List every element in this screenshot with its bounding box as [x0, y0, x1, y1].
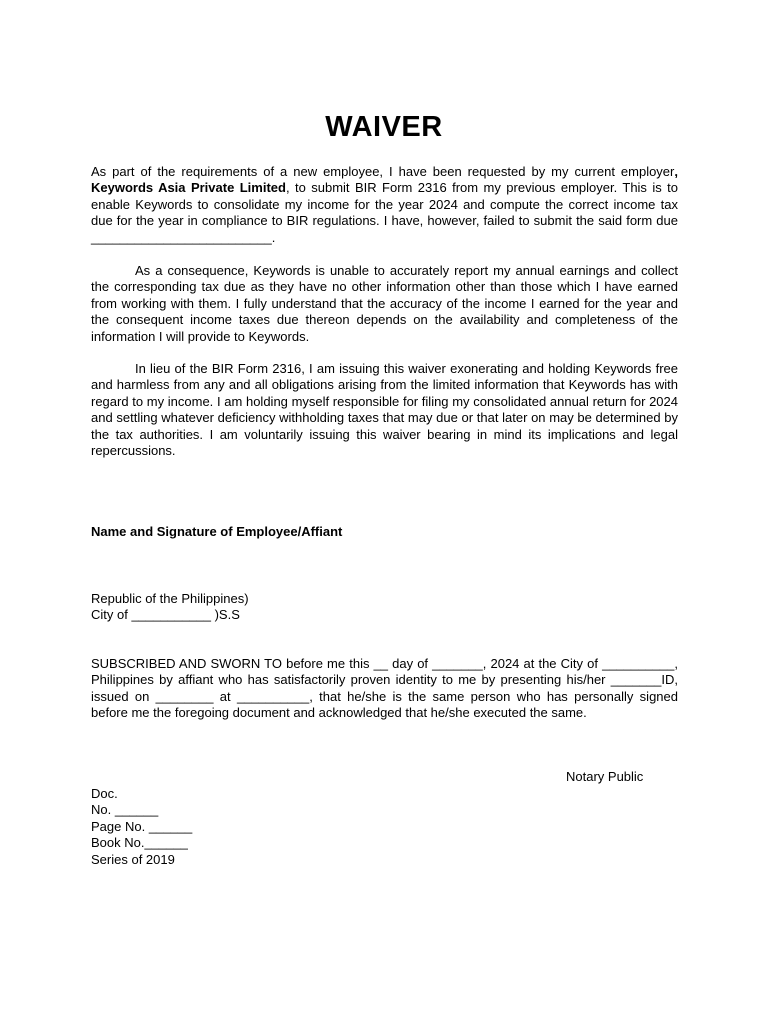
intro-text: As part of the requirements of a new employee, I have been requested by my current employer	[91, 164, 675, 179]
series-year: Series of 2019	[91, 852, 175, 867]
jurat-paragraph: SUBSCRIBED AND SWORN TO before me this __ day of _______, 2024 at the City of __________, Philippines by affiant who has satisfactorily proven identity to me by presenting his/her _______ID, issued on ________ at __________, that he/she is the same person who has personally signed before me the foregoing document and acknowledged that he/she executed the same.	[91, 656, 678, 721]
intro-comma: ,	[674, 164, 678, 179]
company-name: Keywords Asia Private Limited	[91, 180, 286, 196]
book-number: Book No.______	[91, 835, 188, 850]
paragraph-waiver: In lieu of the BIR Form 2316, I am issuing this waiver exonerating and holding Keywords free and harmless from any and all obligations arising from the limited information that Keywords has with regard to my income. I am holding myself responsible for filing my consolidated annual return for 2024 and settling whatever deficiency withholding taxes that may due or that later on may be determined by the tax authorities. I am voluntarily issuing this waiver bearing in mind its implications and legal repercussions.	[91, 361, 678, 459]
paragraph-consequence: As a consequence, Keywords is unable to accurately report my annual earnings and collect the corresponding tax due as they have no other information other than those which I have earned from working with them. I fully understand that the accuracy of the income I earned for the year and the consequent income taxes due thereon depends on the availability and completeness of the information I will provide to Keywords.	[91, 263, 678, 344]
paragraph-intro	[91, 164, 678, 246]
number-line: No. ______	[91, 802, 159, 817]
intro-text-continued: , to submit BIR Form 2316 from my previous employer. This is to enable Keywords to consolidate my income for the year 2024 and compute the correct income tax due for the year in compliance to BIR regulations. I have, however, failed to submit the said form due _________________________.	[91, 180, 679, 245]
notary-public-label: Notary Public	[566, 769, 644, 784]
document-title: WAIVER	[325, 111, 443, 143]
page-number: Page No. ______	[91, 819, 193, 834]
venue-city: City of ___________ )S.S	[91, 607, 240, 622]
venue-country: Republic of the Philippines)	[91, 591, 249, 606]
signature-label: Name and Signature of Employee/Affiant	[91, 524, 343, 539]
doc-number: Doc.	[91, 786, 118, 801]
